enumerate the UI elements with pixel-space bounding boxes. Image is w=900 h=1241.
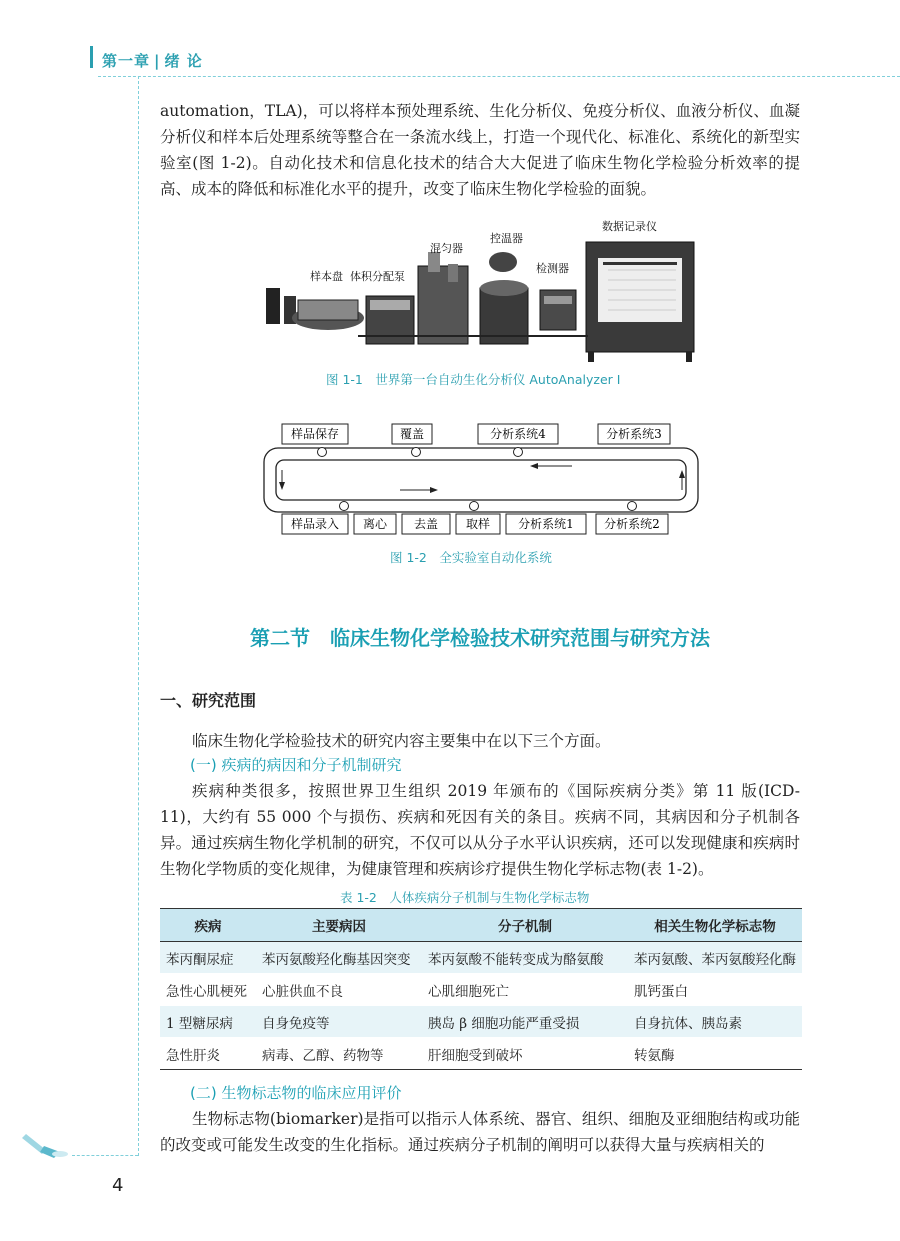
table-cell: 苯丙氨酸羟化酶基因突变 (256, 942, 422, 974)
top-label-1: 样品保存 (290, 427, 340, 441)
table-header-cell: 疾病 (160, 909, 256, 942)
table-cell: 苯丙酮尿症 (160, 942, 256, 974)
table-cell: 自身抗体、胰岛素 (628, 1006, 802, 1038)
paragraph-intro: automation，TLA)，可以将样本预处理系统、生化分析仪、免疫分析仪、血液分析仪、血凝分析仪和样本后处理系统等整合在一条流水线上，打造一个现代化、标准化、系统化的新型实验室(图 1-2)。自动化技术和信息化技术的结合大大促进了临床生物化学检验分析效率的提高、成本的降低和标准化水平的提升，改变了临床生物化学检验的面貌。 (160, 102, 800, 198)
table-row (160, 974, 802, 1006)
table-cell: 病毒、乙醇、药物等 (256, 1038, 422, 1070)
header-accent-bar (90, 46, 93, 68)
biomarker-table (160, 908, 802, 1070)
table-cell: 转氨酶 (628, 1038, 802, 1070)
table-header-cell: 相关生物化学标志物 (628, 909, 802, 942)
table-header-cell: 主要病因 (256, 909, 422, 942)
table-header-row (160, 909, 802, 942)
table-cell: 肝细胞受到破坏 (422, 1038, 628, 1070)
header-divider (98, 76, 900, 77)
margin-guide (138, 76, 139, 1156)
paragraph-scope: 临床生物化学检验技术的研究内容主要集中在以下三个方面。 (192, 732, 611, 750)
table-cell: 心脏供血不良 (256, 974, 422, 1006)
table-cell: 急性肝炎 (160, 1038, 256, 1070)
top-label-2: 覆盖 (399, 427, 425, 441)
page-header (0, 0, 900, 90)
figure-tla-diagram (262, 420, 702, 538)
subsubsection-title-1: (一) 疾病的病因和分子机制研究 (190, 756, 402, 774)
bottom-label-2: 离心 (362, 517, 388, 531)
label-thermostat: 控温器 (490, 232, 523, 245)
bottom-label-1: 样品录入 (290, 517, 340, 531)
label-detector: 检测器 (536, 262, 569, 275)
table-row (160, 942, 802, 974)
top-label-4: 分析系统3 (606, 427, 662, 441)
label-sample-tray: 样本盘 (310, 270, 343, 283)
table-row (160, 1006, 802, 1038)
bottom-label-5: 分析系统1 (518, 517, 574, 531)
table-cell: 急性心肌梗死 (160, 974, 256, 1006)
table-caption: 表 1-2 人体疾病分子机制与生物化学标志物 (340, 890, 590, 905)
top-label-3: 分析系统4 (490, 427, 546, 441)
brush-icon (20, 1126, 70, 1160)
bottom-label-4: 取样 (465, 517, 491, 531)
table-header-cell: 分子机制 (422, 909, 628, 942)
label-mixer: 混匀器 (430, 242, 463, 255)
paragraph-biomarker: 生物标志物(biomarker)是指可以指示人体系统、器官、组织、细胞及亚细胞结构或功能的改变或可能发生改变的生化指标。通过疾病分子机制的阐明可以获得大量与疾病相关的 (160, 1110, 800, 1154)
chapter-number: 第一章 (102, 52, 151, 70)
bottom-label-3: 去盖 (413, 517, 439, 531)
chapter-heading: 第一章 | 绪 论 (102, 52, 203, 70)
label-pump: 体积分配泵 (350, 270, 405, 283)
table-cell: 苯丙氨酸、苯丙氨酸羟化酶 (628, 942, 802, 974)
section-title: 第二节 临床生物化学检验技术研究范围与研究方法 (250, 626, 710, 650)
margin-guide-bottom (72, 1155, 138, 1156)
table-cell: 苯丙氨酸不能转变成为酪氨酸 (422, 942, 628, 974)
figure-autoanalyzer-photo (258, 218, 708, 368)
page-number: 4 (112, 1175, 124, 1196)
table-cell: 1 型糖尿病 (160, 1006, 256, 1038)
bottom-label-6: 分析系统2 (604, 517, 660, 531)
figure2-caption: 图 1-2 全实验室自动化系统 (390, 550, 552, 565)
chapter-title: 绪 论 (164, 52, 203, 70)
label-recorder: 数据记录仪 (602, 220, 657, 233)
table-cell: 肌钙蛋白 (628, 974, 802, 1006)
paragraph-disease: 疾病种类很多，按照世界卫生组织 2019 年颁布的《国际疾病分类》第 11 版(ICD-11)，大约有 55 000 个与损伤、疾病和死因有关的条目。疾病不同，其病因和分子机制各异。通过疾病生物化学机制的研究，不仅可以从分子水平认识疾病，还可以发现健康和疾病时生物化学物质的变化规律，为健康管理和疾病诊疗提供生物化学标志物(表 1-2)。 (160, 782, 800, 878)
table-row (160, 1038, 802, 1070)
table-cell: 自身免疫等 (256, 1006, 422, 1038)
table-cell: 胰岛 β 细胞功能严重受损 (422, 1006, 628, 1038)
figure1-caption: 图 1-1 世界第一台自动生化分析仪 AutoAnalyzer Ⅰ (326, 372, 621, 387)
subsubsection-title-2: (二) 生物标志物的临床应用评价 (190, 1084, 402, 1102)
table-cell: 心肌细胞死亡 (422, 974, 628, 1006)
subsection-title: 一、研究范围 (160, 691, 257, 710)
